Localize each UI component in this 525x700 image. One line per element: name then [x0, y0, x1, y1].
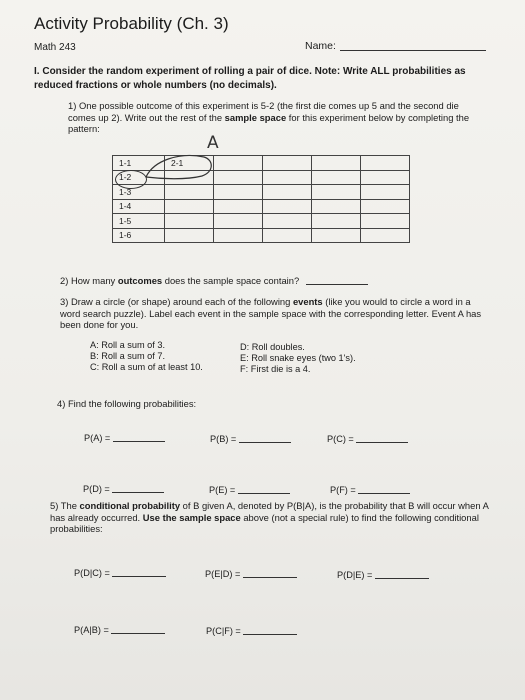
instr-part2: of rolling a pair of dice. [199, 66, 315, 77]
prob-e: P(E) = [209, 485, 290, 495]
table-cell[interactable] [312, 214, 361, 229]
table-cell[interactable] [165, 185, 214, 200]
handwritten-label-a: A [207, 133, 219, 153]
q5-text-a: 5) The [50, 500, 80, 511]
question-1 [68, 100, 488, 135]
table-cell[interactable] [312, 156, 361, 171]
question-4: 4) Find the following probabilities: [57, 398, 197, 409]
table-cell[interactable] [165, 199, 214, 214]
prob-e-given-d: P(E|D) = [205, 569, 297, 579]
section-number: I. [34, 66, 40, 77]
event-b: B: Roll a sum of 7. [90, 351, 166, 361]
table-cell[interactable]: 1-5 [113, 214, 165, 229]
table-cell[interactable] [263, 156, 312, 171]
event-d: D: Roll doubles. [240, 342, 305, 352]
question-3 [60, 296, 490, 331]
name-label: Name: [305, 40, 336, 52]
q5-bold1: conditional probability [79, 500, 181, 511]
event-f: F: First die is a 4. [240, 364, 311, 374]
table-cell[interactable] [312, 199, 361, 214]
table-cell[interactable] [312, 228, 361, 243]
name-blank[interactable] [340, 50, 486, 51]
table-cell[interactable]: 1-6 [113, 228, 165, 243]
handwritten-event-outline [140, 150, 215, 180]
q1-text-b: for this experiment below by completing the pattern: [68, 111, 470, 134]
instr-note: Note: Write ALL probabilities as reduced fractions or whole numbers (no decimals). [34, 66, 466, 91]
prob-d-given-c: P(D|C) = [74, 568, 166, 578]
q5-text-c: above (not a special rule) to find the following conditional probabilities: [50, 511, 479, 534]
instr-bold1: random experiment [106, 66, 200, 77]
table-cell[interactable] [361, 214, 410, 229]
q5-text-b: of B given A, denoted by P(B|A), is the probability that B will occur when A has already occurred. [50, 500, 489, 523]
prob-b-blank[interactable] [239, 442, 291, 443]
q3-bold: events [292, 296, 323, 307]
table-cell[interactable] [263, 185, 312, 200]
prob-a-blank[interactable] [113, 441, 165, 442]
q3-text-a: 3) Draw a circle (or shape) around each of the following [60, 296, 293, 307]
event-list-right [240, 342, 356, 375]
table-cell[interactable] [312, 185, 361, 200]
prob-c-given-f-blank[interactable] [243, 634, 297, 635]
table-cell[interactable] [263, 170, 312, 185]
prob-c-given-f: P(C|F) = [206, 626, 297, 636]
table-cell[interactable] [263, 228, 312, 243]
question-2 [60, 275, 368, 286]
event-e: E: Roll snake eyes (two 1's). [240, 353, 356, 363]
instr-part1: Consider the [42, 66, 107, 77]
event-list-left [90, 340, 203, 373]
prob-d: P(D) = [83, 484, 164, 494]
table-cell[interactable] [263, 214, 312, 229]
table-cell[interactable] [214, 228, 263, 243]
table-cell[interactable]: 1-4 [113, 199, 165, 214]
table-row [113, 185, 410, 200]
prob-f: P(F) = [330, 485, 410, 495]
table-cell[interactable] [361, 185, 410, 200]
q2-text-a: 2) How many [60, 275, 118, 286]
table-cell[interactable] [165, 228, 214, 243]
prob-a: P(A) = [84, 433, 165, 443]
name-field[interactable] [305, 40, 486, 52]
table-cell[interactable] [361, 156, 410, 171]
table-cell[interactable] [361, 199, 410, 214]
section-instructions [34, 65, 474, 93]
table-cell[interactable]: 1-3 [113, 185, 165, 200]
prob-d-blank[interactable] [112, 492, 164, 493]
table-row [113, 214, 410, 229]
q2-text-b: does the sample space contain? [162, 275, 300, 286]
table-cell[interactable]: 1-1 [113, 156, 165, 171]
table-cell[interactable] [312, 170, 361, 185]
prob-b: P(B) = [210, 434, 291, 444]
q3-text-b: (like you would to circle a word in a word search puzzle). Label each event in the sample space with the corresponding letter. Event A has been done for you. [60, 296, 482, 330]
prob-f-blank[interactable] [358, 493, 410, 494]
prob-a-given-b: P(A|B) = [74, 625, 165, 635]
table-cell[interactable] [214, 214, 263, 229]
prob-e-blank[interactable] [238, 493, 290, 494]
table-cell[interactable]: 2-1 [165, 156, 214, 171]
event-c: C: Roll a sum of at least 10. [90, 362, 203, 372]
table-row [113, 228, 410, 243]
q1-bold: sample space [224, 111, 287, 123]
q1-text-a: 1) One possible outcome of this experiment is 5-2 (the first die comes up 5 and the second die comes up 2). Write out the rest of the [68, 100, 459, 123]
table-cell[interactable]: 1-2 [113, 170, 165, 185]
table-cell[interactable] [214, 199, 263, 214]
q2-answer-blank[interactable] [306, 284, 368, 285]
table-cell[interactable] [165, 214, 214, 229]
event-a: A: Roll a sum of 3. [90, 340, 166, 350]
question-5 [50, 500, 490, 535]
table-cell[interactable] [361, 228, 410, 243]
table-row [113, 199, 410, 214]
prob-a-given-b-blank[interactable] [111, 633, 165, 634]
prob-d-given-e-blank[interactable] [375, 578, 429, 579]
q2-bold: outcomes [117, 275, 163, 286]
course-label: Math 243 [34, 42, 76, 53]
prob-d-given-c-blank[interactable] [112, 576, 166, 577]
q5-bold2: Use the sample space [142, 511, 241, 523]
prob-d-given-e: P(D|E) = [337, 570, 429, 580]
table-cell[interactable] [214, 156, 263, 171]
prob-e-given-d-blank[interactable] [243, 577, 297, 578]
table-cell[interactable] [214, 185, 263, 200]
page-title: Activity Probability (Ch. 3) [34, 14, 229, 33]
table-cell[interactable] [263, 199, 312, 214]
table-cell[interactable] [214, 170, 263, 185]
prob-c: P(C) = [327, 434, 408, 444]
prob-c-blank[interactable] [356, 442, 408, 443]
table-cell[interactable] [361, 170, 410, 185]
